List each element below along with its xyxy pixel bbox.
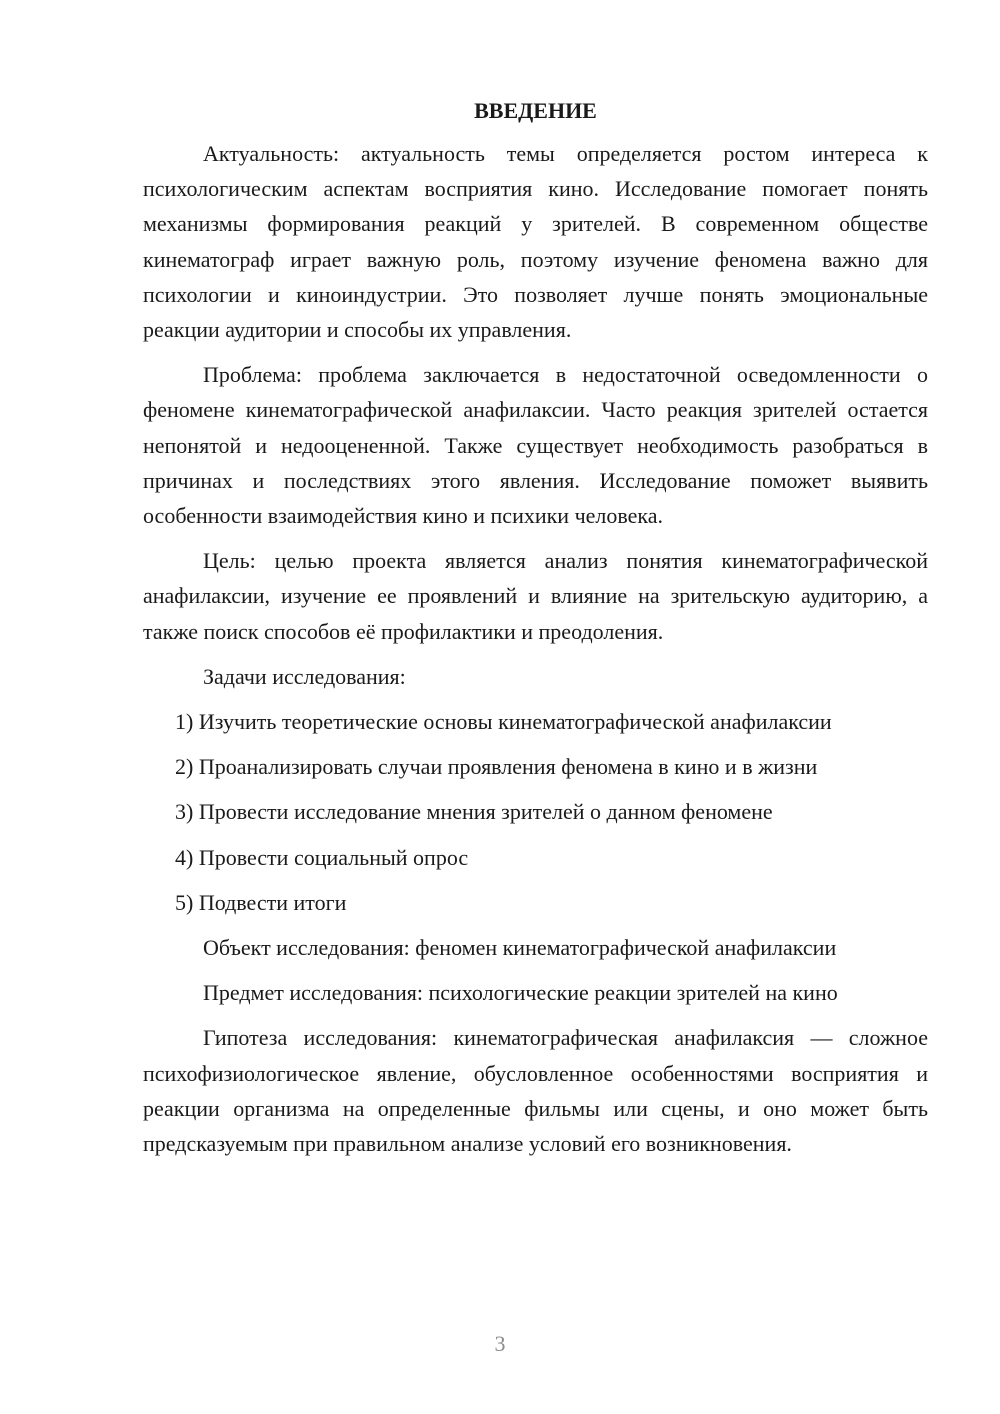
section-title: ВВЕДЕНИЕ: [474, 98, 597, 123]
task-item-1: 1) Изучить теоретические основы кинематографической анафилаксии: [175, 709, 832, 735]
relevance-paragraph: Актуальность: актуальность темы определяется ростом интереса к психологическим аспектам восприятия кино. Исследование помогает понять механизмы формирования реакций у зрителей. В современном обществе кинематограф играет важную роль, поэтому изучение феномена важно для психологии и киноиндустрии. Это позволяет лучше понять эмоциональные реакции аудитории и способы их управления.: [143, 141, 928, 343]
task-item-3: 3) Провести исследование мнения зрителей о данном феномене: [175, 799, 773, 825]
task-item-2: 2) Проанализировать случаи проявления феномена в кино и в жизни: [175, 754, 818, 780]
task-item-4: 4) Провести социальный опрос: [175, 844, 469, 870]
hypothesis-paragraph: Гипотеза исследования: кинематографическая анафилаксия — сложное психофизиологическое явление, обусловленное особенностями восприятия и реакции организма на определенные фильмы или сцены, и оно может быть предсказуемым при правильном анализе условий его возникновения.: [143, 1025, 928, 1157]
object-paragraph: Объект исследования: феномен кинематографической анафилаксии: [203, 935, 837, 961]
tasks-list: [143, 704, 928, 920]
task-item-5: 5) Подвести итоги: [175, 889, 347, 915]
page-number: 3: [494, 1331, 506, 1356]
tasks-heading: Задачи исследования:: [203, 663, 406, 689]
goal-paragraph: Цель: целью проекта является анализ понятия кинематографической анафилаксии, изучение ее проявлений и влияние на зрительскую аудиторию, а также поиск способов её профилактики и преодоления.: [143, 548, 928, 644]
subject-paragraph: Предмет исследования: психологические реакции зрителей на кино: [203, 980, 838, 1006]
problem-paragraph: Проблема: проблема заключается в недостаточной осведомленности о феномене кинематографической анафилаксии. Часто реакция зрителей остается непонятой и недооцененной. Также существует необходимость разобраться в причинах и последствиях этого явления. Исследование поможет выявить особенности взаимодействия кино и психики человека.: [143, 362, 928, 529]
document-body: [143, 93, 928, 1171]
